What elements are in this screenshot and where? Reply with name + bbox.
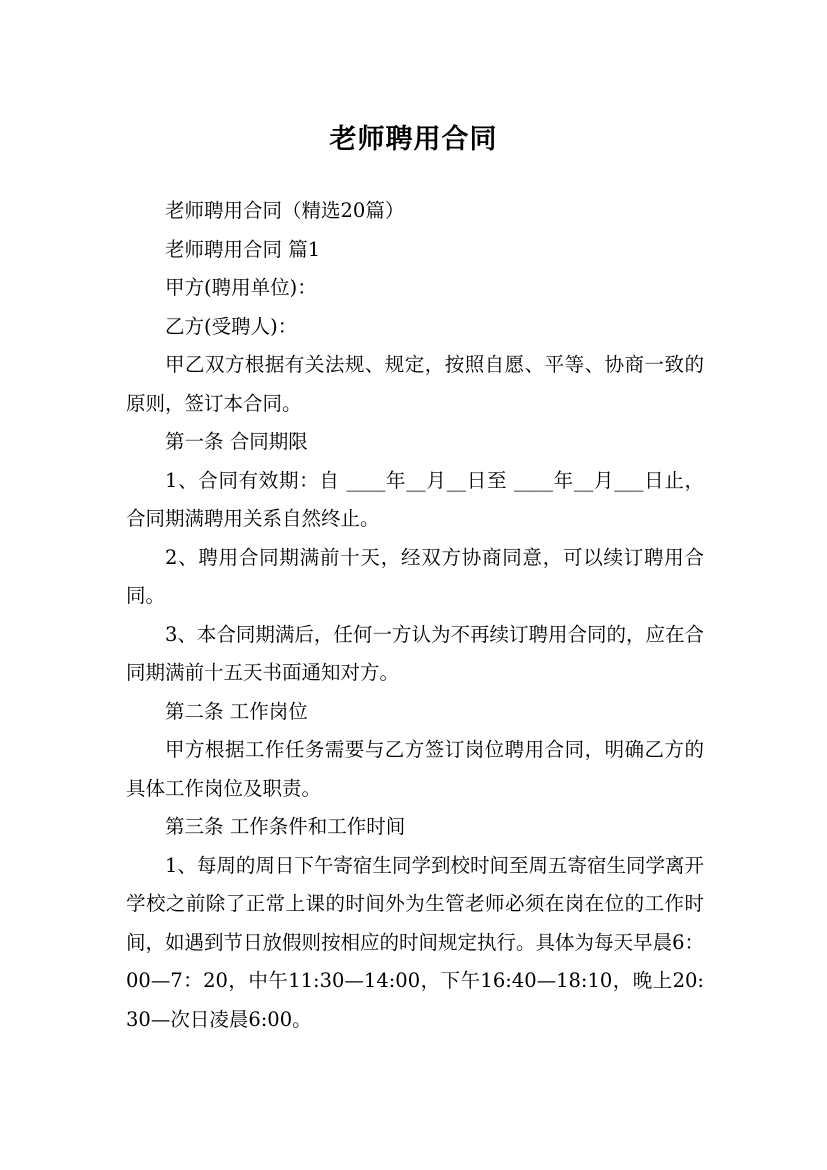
paragraph-section-2-heading: 第二条 工作岗位: [165, 699, 308, 723]
document-body: [126, 192, 704, 1039]
paragraph-section-1-item-3: 3、本合同期满后，任何一方认为不再续订聘用合同的，应在合同期满前十五天书面通知对方。: [126, 622, 704, 684]
paragraph-section-1-heading: 第一条 合同期限: [165, 430, 308, 453]
paragraph-article-heading: 老师聘用合同 篇1: [165, 237, 321, 261]
paragraph-preamble: 甲乙双方根据有关法规、规定，按照自愿、平等、协商一致的原则，签订本合同。: [126, 353, 704, 415]
paragraph-party-a: 甲方(聘用单位)：: [165, 276, 317, 299]
document-title: 老师聘用合同: [329, 124, 498, 156]
paragraph-party-b: 乙方(受聘人)：: [165, 314, 298, 338]
paragraph-subtitle: 老师聘用合同（精选20篇）: [165, 199, 405, 222]
paragraph-section-1-item-2: 2、聘用合同期满前十天，经双方协商同意，可以续订聘用合同。: [126, 545, 704, 607]
paragraph-section-3-item-1: 1、每周的周日下午寄宿生同学到校时间至周五寄宿生同学离开学校之前除了正常上课的时间外为生管老师必须在岗在位的工作时间，如遇到节日放假则按相应的时间规定执行。具体为每天早晨6：00—7：20，中午11:30—14:00，下午16:40—18:10，晚上20:30—次日凌晨6:00。: [126, 853, 704, 1031]
paragraph-section-2-text: 甲方根据工作任务需要与乙方签订岗位聘用合同，明确乙方的具体工作岗位及职责。: [126, 738, 704, 800]
paragraph-section-1-item-1: 1、合同有效期：自 ____年__月__日至 ____年__月___日止，合同期满聘用关系自然终止。: [126, 468, 704, 530]
paragraph-section-3-heading: 第三条 工作条件和工作时间: [165, 815, 406, 838]
